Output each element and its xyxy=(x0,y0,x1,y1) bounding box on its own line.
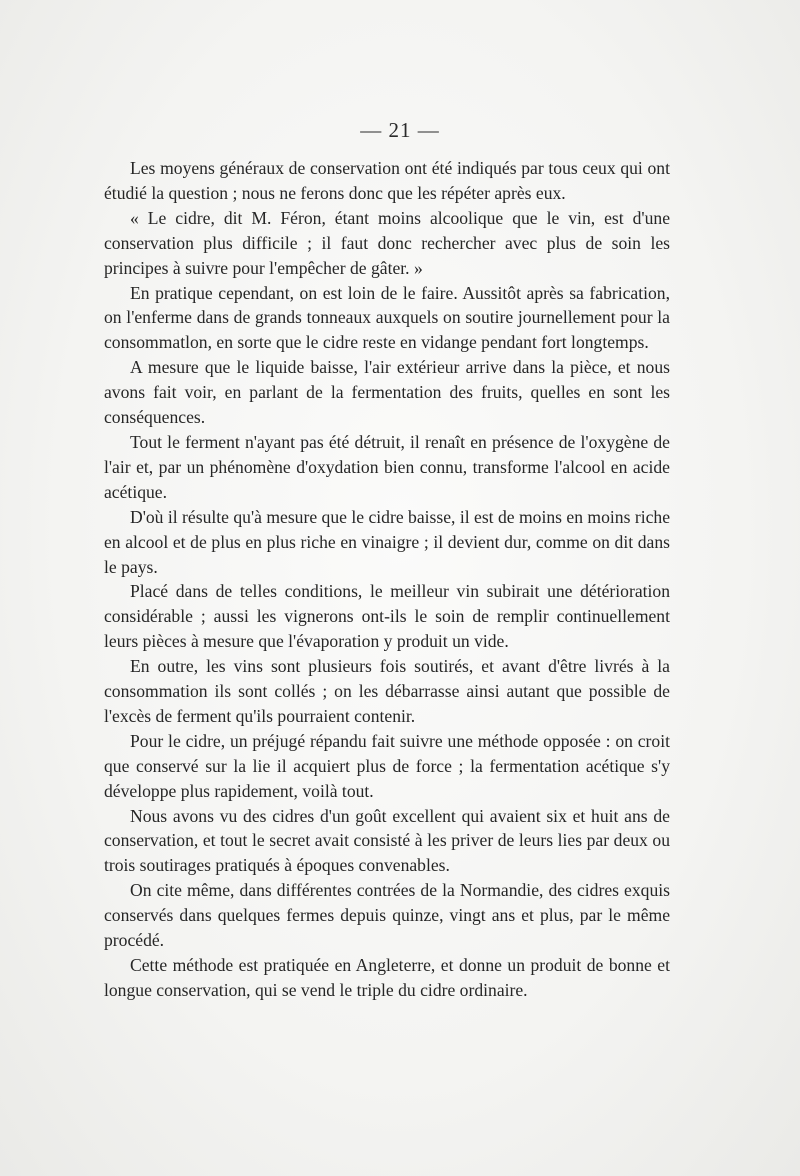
paragraph: Nous avons vu des cidres d'un goût excellent qui avaient six et huit ans de conservation, et tout le secret avait consisté à les priver de leurs lies par deux ou trois soutirages pratiqués à époques convenables. xyxy=(104,805,670,876)
paragraph: En pratique cependant, on est loin de le faire. Aussitôt après sa fabrication, on l'enferme dans de grands tonneaux auxquels on soutire journellement pour la consommatlon, en sorte que le cidre reste en vidange pendant fort longtemps. xyxy=(104,282,670,353)
page-number: — 21 — xyxy=(360,118,440,142)
paragraph: Cette méthode est pratiquée en Angleterre, et donne un produit de bonne et longue conservation, qui se vend le triple du cidre ordinaire. xyxy=(104,955,670,1000)
paragraph: Les moyens généraux de conservation ont été indiqués par tous ceux qui ont étudié la question ; nous ne ferons donc que les répéter après eux. xyxy=(104,158,670,203)
body-text xyxy=(104,156,670,1003)
paragraph: Tout le ferment n'ayant pas été détruit, il renaît en présence de l'oxygène de l'air et, par un phénomène d'oxydation bien connu, transforme l'alcool en acide acétique. xyxy=(104,431,670,502)
paragraph: En outre, les vins sont plusieurs fois soutirés, et avant d'être livrés à la consommation ils sont collés ; on les débarrasse ainsi autant que possible de l'excès de ferment qu'ils pourraient contenir. xyxy=(104,656,670,726)
paragraph: On cite même, dans différentes contrées de la Normandie, des cidres exquis conservés dans quelques fermes depuis quinze, vingt ans et plus, par le même procédé. xyxy=(104,880,670,951)
paragraph: D'où il résulte qu'à mesure que le cidre baisse, il est de moins en moins riche en alcool et de plus en plus riche en vinaigre ; il devient dur, comme on dit dans le pays. xyxy=(104,506,670,577)
paragraph: « Le cidre, dit M. Féron, étant moins alcoolique que le vin, est d'une conservation plus difficile ; il faut donc rechercher avec plus de soin les principes à suivre pour l'empêcher de gâter. » xyxy=(104,207,670,278)
paragraph: Pour le cidre, un préjugé répandu fait suivre une méthode opposée : on croit que conservé sur la lie il acquiert plus de force ; la fermentation acétique s'y développe plus rapidement, voilà tout. xyxy=(104,730,670,801)
paragraph: A mesure que le liquide baisse, l'air extérieur arrive dans la pièce, et nous avons fait voir, en parlant de la fermentation des fruits, quelles en sont les conséquences. xyxy=(104,357,670,428)
paragraph: Placé dans de telles conditions, le meilleur vin subirait une détérioration considérable ; aussi les vignerons ont-ils le soin de remplir continuellement leurs pièces à mesure que l'évaporation y produit un vide. xyxy=(104,581,670,652)
